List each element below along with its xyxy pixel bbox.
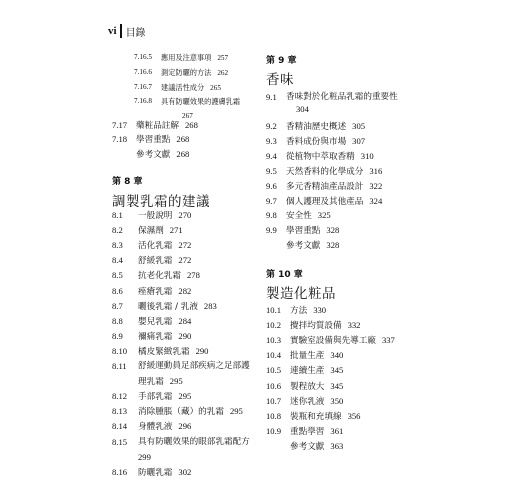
toc-number: 10.8 (266, 410, 282, 421)
toc-number: 8.8 (112, 315, 123, 326)
toc-title: 舒緩運動員足部疾病之足部護 (138, 361, 250, 371)
toc-number: 8.5 (112, 270, 123, 281)
toc-number: 7.16.5 (134, 53, 152, 61)
toc-title: 參考文獻 (290, 441, 325, 452)
chapter-label: 第 9 章 (266, 56, 297, 66)
toc-number: 9.7 (266, 196, 277, 206)
toc-number: 9.4 (266, 151, 277, 161)
toc-title: 一般說明 (138, 211, 173, 221)
toc-entry (138, 376, 183, 388)
chapter-label: 第 8 章 (112, 177, 143, 187)
toc-page-number: 272 (178, 255, 192, 266)
chapter-label: 第 10 章 (266, 270, 303, 280)
page-number: vi (108, 25, 117, 37)
toc-entry (136, 149, 189, 161)
toc-title: 參考文獻 (136, 150, 171, 160)
chapter-title: 調製乳霜的建議 (112, 194, 210, 210)
toc-number: 7.16.8 (134, 97, 152, 105)
toc-entry (290, 305, 326, 317)
toc-entry (138, 421, 191, 433)
toc-entry (138, 406, 243, 418)
toc-entry (138, 361, 250, 372)
toc-page-number: 295 (229, 406, 243, 417)
toc-entry (138, 270, 200, 282)
toc-number: 10.1 (266, 305, 282, 315)
toc-entry (286, 151, 374, 163)
toc-page-number: 295 (169, 376, 183, 387)
toc-title: 身體乳液 (138, 422, 173, 433)
toc-title: 防曬乳霜 (138, 467, 173, 478)
toc-page-number: 307 (352, 136, 366, 146)
toc-entry (138, 467, 191, 479)
toc-title: 參考文獻 (286, 241, 321, 251)
toc-number: 10.2 (266, 320, 282, 331)
toc-title: 消除腫脹（藏）的乳霜 (138, 407, 224, 418)
toc-entry (161, 52, 228, 64)
toc-title: 橘皮緊緻乳霜 (138, 346, 190, 357)
toc-number: 8.14 (112, 421, 128, 432)
toc-title: 測定防曬的方法 (161, 68, 212, 77)
toc-page-number: 325 (317, 210, 331, 220)
toc-title: 個人護理及其他產品 (286, 197, 364, 207)
toc-entry (138, 452, 151, 464)
toc-number: 7.16.7 (134, 83, 152, 91)
toc-number: 9.6 (266, 181, 277, 191)
toc-number: 8.2 (112, 225, 123, 236)
toc-page-number: 316 (369, 166, 383, 176)
toc-number: 8.13 (112, 406, 128, 417)
toc-entry (138, 316, 191, 328)
toc-page-number: 272 (178, 240, 192, 251)
chapter-title: 香味 (266, 72, 294, 88)
toc-entry (286, 92, 398, 103)
toc-number: 9.2 (266, 121, 277, 131)
toc-number: 9.5 (266, 166, 277, 176)
toc-page-number: 265 (210, 84, 221, 92)
toc-number: 8.1 (112, 210, 123, 220)
toc-page-number: 332 (347, 320, 361, 331)
toc-number: 10.7 (266, 395, 282, 406)
toc-page-number: 305 (352, 121, 366, 131)
toc-entry (138, 346, 208, 358)
toc-page-number: 278 (186, 270, 200, 281)
toc-page-number: 257 (217, 54, 229, 62)
toc-title: 重點學習 (290, 426, 325, 437)
toc-number: 10.4 (266, 350, 282, 361)
header-title: 目錄 (125, 27, 146, 39)
toc-page-number: 350 (330, 395, 344, 406)
toc-page-number: 295 (178, 391, 192, 402)
toc-title: 手部乳霜 (138, 392, 173, 403)
toc-number: 9.8 (266, 210, 277, 220)
toc-title: 學習重點 (136, 135, 171, 145)
toc-number: 8.4 (112, 255, 123, 266)
toc-entry (138, 331, 191, 343)
toc-number: 8.16 (112, 466, 128, 477)
toc-title: 具有防曬效果的眼部乳霜配方 (138, 436, 250, 447)
toc-entry (286, 181, 382, 193)
toc-entry (286, 240, 339, 252)
toc-title: 迷你乳液 (290, 396, 325, 407)
toc-title: 藥粧品註解 (136, 121, 179, 131)
toc-page-number: 322 (369, 181, 383, 191)
toc-title: 香味對於化粧品乳霜的重要性 (286, 92, 398, 102)
toc-entry (138, 286, 191, 298)
toc-number: 8.10 (112, 345, 128, 356)
toc-number: 10.3 (266, 335, 282, 346)
toc-entry (296, 104, 309, 116)
toc-page-number: 328 (326, 225, 340, 235)
toc-title: 理乳霜 (138, 377, 164, 388)
toc-title: 天然香料的化學成分 (286, 167, 364, 177)
toc-page-number: 296 (178, 421, 192, 432)
toc-page-number: 340 (330, 350, 344, 361)
toc-number: 8.7 (112, 300, 123, 311)
toc-title: 多元香精油產品設計 (286, 182, 364, 192)
toc-page-number: 361 (330, 425, 344, 436)
toc-page-number: 290 (195, 345, 209, 356)
toc-title: 裝瓶和充填線 (290, 411, 342, 422)
toc-number: 10.6 (266, 380, 282, 391)
toc-entry (138, 210, 191, 222)
toc-title: 學習重點 (286, 226, 321, 236)
chapter-title: 製造化粧品 (266, 286, 336, 302)
toc-title: 痤瘡乳霜 (138, 286, 173, 297)
toc-page-number: 290 (178, 330, 192, 341)
toc-page-number: 304 (296, 104, 309, 114)
toc-page-number: 271 (169, 225, 183, 236)
toc-entry (138, 255, 191, 267)
toc-page-number: 283 (203, 300, 217, 311)
toc-entry (286, 225, 339, 237)
toc-page-number: 270 (178, 210, 192, 220)
toc-entry (286, 136, 365, 148)
toc-page-number: 330 (313, 305, 327, 315)
toc-number: 8.3 (112, 240, 123, 251)
toc-entry (290, 411, 360, 423)
toc-entry (138, 437, 250, 448)
toc-number: 7.16.6 (134, 68, 152, 76)
toc-entry (286, 210, 331, 222)
toc-title: 方法 (290, 306, 308, 316)
toc-entry (138, 240, 191, 252)
toc-title: 應用及注意事項 (161, 53, 212, 62)
toc-page-number: 363 (330, 440, 344, 451)
toc-page-number: 302 (178, 466, 192, 477)
toc-entry (290, 335, 395, 347)
toc-entry (290, 381, 343, 393)
toc-entry (161, 96, 240, 107)
toc-title: 攪拌均質設備 (290, 321, 342, 332)
toc-title: 香料成份與市場 (286, 137, 347, 147)
toc-title: 安全性 (286, 211, 312, 221)
toc-entry (136, 120, 198, 132)
toc-page-number: 268 (176, 134, 190, 144)
toc-entry (161, 67, 228, 79)
toc-title: 批量生產 (290, 351, 325, 362)
toc-entry (286, 166, 382, 178)
toc-entry (290, 396, 343, 408)
toc-title: 連續生產 (290, 366, 325, 377)
toc-title: 禰痛乳霜 (138, 331, 173, 342)
toc-number: 9.1 (266, 92, 277, 102)
toc-page-number: 299 (138, 451, 151, 462)
toc-page-number: 310 (360, 151, 374, 161)
header-divider (120, 24, 122, 38)
toc-page-number: 345 (330, 365, 344, 376)
toc-entry (161, 82, 221, 94)
toc-page-number: 268 (184, 120, 198, 130)
toc-page-number: 284 (178, 315, 192, 326)
toc-title: 抗老化乳霜 (138, 271, 181, 282)
toc-number: 7.18 (112, 134, 128, 144)
toc-title: 嬰兒乳霜 (138, 316, 173, 327)
toc-entry (290, 320, 360, 332)
toc-page-number: 262 (217, 69, 229, 77)
toc-entry (136, 134, 189, 146)
toc-title: 具有防曬效果的護膚乳霜 (161, 97, 241, 106)
toc-entry (290, 350, 343, 362)
toc-page-number: 324 (369, 196, 383, 206)
toc-number: 7.17 (112, 120, 128, 130)
page-header (108, 23, 146, 39)
toc-number: 8.6 (112, 285, 123, 296)
toc-entry (290, 365, 343, 377)
toc-title: 香精油歷史概述 (286, 122, 347, 132)
toc-number: 8.15 (112, 436, 128, 447)
toc-number: 8.12 (112, 391, 128, 402)
toc-entry (290, 426, 343, 438)
toc-entry (138, 391, 191, 403)
toc-title: 活化乳霜 (138, 241, 173, 252)
toc-title: 曬後乳霜 / 乳液 (138, 301, 198, 312)
toc-entry (286, 121, 365, 133)
toc-title: 製程放大 (290, 381, 325, 392)
toc-title: 保濕劑 (138, 226, 164, 237)
toc-title: 從植物中萃取香精 (286, 152, 355, 162)
toc-page-number: 337 (381, 335, 395, 346)
toc-page-number: 282 (178, 285, 192, 296)
toc-title: 建議活性成分 (161, 83, 205, 92)
toc-page-number: 268 (176, 149, 190, 159)
toc-number: 8.11 (112, 361, 127, 371)
toc-entry (138, 225, 183, 237)
toc-page-number: 345 (330, 380, 344, 391)
toc-number: 9.3 (266, 136, 277, 146)
toc-title: 舒緩乳霜 (138, 256, 173, 267)
toc-entry (290, 441, 343, 453)
toc-number: 8.9 (112, 330, 123, 341)
toc-number: 9.9 (266, 225, 277, 235)
toc-entry (138, 301, 217, 313)
toc-number: 10.5 (266, 365, 282, 376)
toc-page-number: 328 (326, 240, 340, 250)
toc-entry (286, 196, 382, 208)
toc-number: 10.9 (266, 425, 282, 436)
toc-title: 實驗室設備與先導工廠 (290, 336, 376, 347)
toc-page-number: 356 (347, 410, 361, 421)
toc-page-number: 267 (182, 112, 193, 120)
